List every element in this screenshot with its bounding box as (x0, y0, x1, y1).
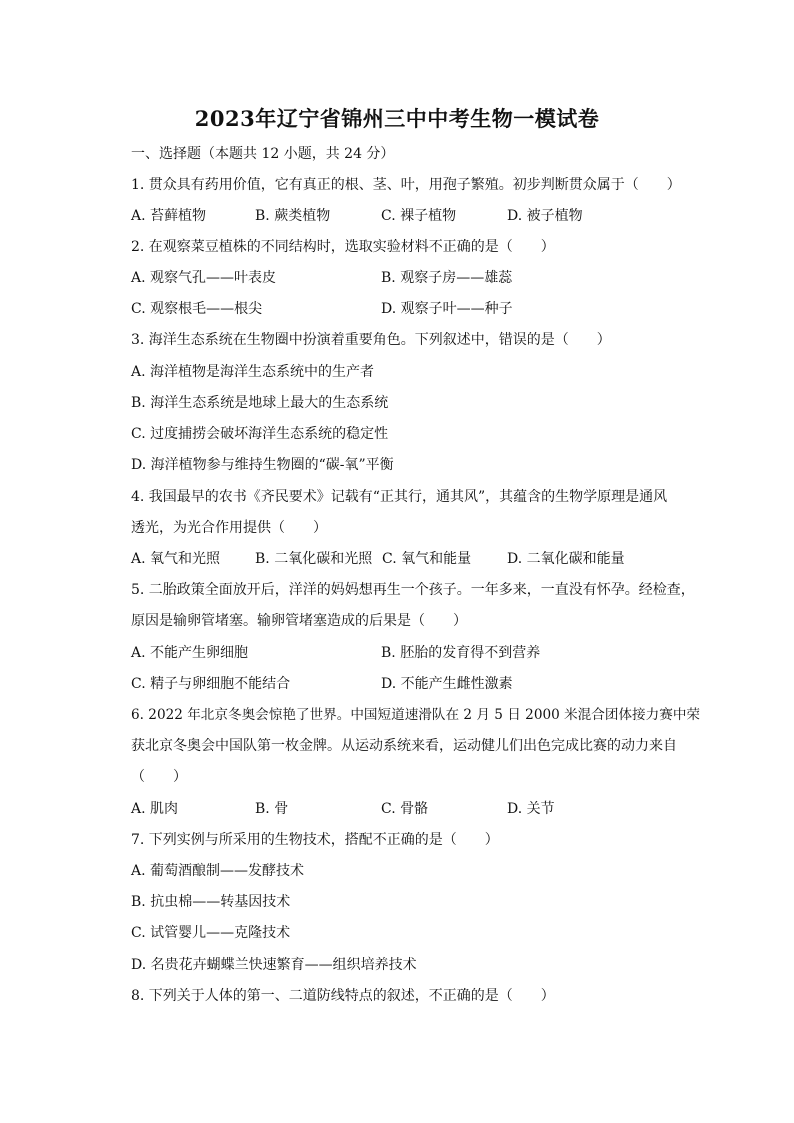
question-3-option-d: D. 海洋植物参与维持生物圈的“碳-氧”平衡 (131, 457, 394, 473)
question-1-option-c: C. 裸子植物 (381, 208, 457, 224)
exam-title: 2023年辽宁省锦州三中中考生物一模试卷 (194, 106, 600, 131)
question-6-option-a: A. 肌肉 (131, 801, 179, 817)
question-4-option-d: D. 二氧化碳和能量 (507, 551, 625, 567)
question-1-option-b: B. 蕨类植物 (255, 208, 331, 224)
question-3-stem: 3. 海洋生态系统在生物圈中扮演着重要角色。下列叙述中，错误的是（ ） (131, 332, 611, 348)
question-7-option-a: A. 葡萄酒酿制——发酵技术 (131, 863, 305, 879)
question-2-option-c: C. 观察根毛——根尖 (131, 301, 263, 317)
question-6-stem-line-3: （ ） (131, 769, 187, 785)
question-4-option-a: A. 氧气和光照 (131, 551, 221, 567)
question-1-option-a: A. 苔藓植物 (131, 208, 207, 224)
question-7-option-d: D. 名贵花卉蝴蝶兰快速繁育——组织培养技术 (131, 957, 417, 973)
question-7-stem: 7. 下列实例与所采用的生物技术，搭配不正确的是（ ） (131, 832, 499, 848)
section-heading: 一、选择题（本题共 12 小题，共 24 分） (131, 146, 395, 162)
question-1-stem: 1. 贯众具有药用价值，它有真正的根、茎、叶，用孢子繁殖。初步判断贯众属于（ ） (131, 177, 681, 193)
question-6-option-d: D. 关节 (507, 801, 555, 817)
question-6-option-b: B. 骨 (255, 801, 289, 817)
question-4-stem-line-2: 透光，为光合作用提供（ ） (131, 520, 327, 536)
question-5-option-a: A. 不能产生卵细胞 (131, 645, 249, 661)
question-3-option-b: B. 海洋生态系统是地球上最大的生态系统 (131, 395, 389, 411)
question-5-option-d: D. 不能产生雌性激素 (381, 676, 513, 692)
question-7-option-c: C. 试管婴儿——克隆技术 (131, 925, 291, 941)
question-4-option-b: B. 二氧化碳和光照 (255, 551, 373, 567)
question-7-option-b: B. 抗虫棉——转基因技术 (131, 894, 291, 910)
question-2-option-b: B. 观察子房——雄蕊 (381, 270, 513, 286)
question-2-option-a: A. 观察气孔——叶表皮 (131, 270, 277, 286)
question-4-stem-line-1: 4. 我国最早的农书《齐民要术》记载有“正其行，通其风”，其蕴含的生物学原理是通风 (131, 489, 668, 505)
question-2-stem: 2. 在观察菜豆植株的不同结构时，选取实验材料不正确的是（ ） (131, 239, 555, 255)
question-8-stem: 8. 下列关于人体的第一、二道防线特点的叙述，不正确的是（ ） (131, 988, 555, 1004)
question-4-option-c: C. 氧气和能量 (382, 551, 472, 567)
question-1-option-d: D. 被子植物 (507, 208, 583, 224)
question-3-option-c: C. 过度捕捞会破坏海洋生态系统的稳定性 (131, 426, 389, 442)
question-5-option-c: C. 精子与卵细胞不能结合 (131, 676, 291, 692)
question-5-option-b: B. 胚胎的发育得不到营养 (381, 645, 541, 661)
question-5-stem-line-2: 原因是输卵管堵塞。输卵管堵塞造成的后果是（ ） (131, 613, 467, 629)
question-6-stem-line-1: 6. 2022 年北京冬奥会惊艳了世界。中国短道速滑队在 2 月 5 日 2000 米混合团体接力赛中荣 (131, 707, 701, 723)
question-6-stem-line-2: 获北京冬奥会中国队第一枚金牌。从运动系统来看，运动健儿们出色完成比赛的动力来自 (131, 738, 677, 754)
question-3-option-a: A. 海洋植物是海洋生态系统中的生产者 (131, 364, 375, 380)
question-6-option-c: C. 骨骼 (381, 801, 429, 817)
question-5-stem-line-1: 5. 二胎政策全面放开后，洋洋的妈妈想再生一个孩子。一年多来，一直没有怀孕。经检查， (131, 582, 695, 598)
question-2-option-d: D. 观察子叶——种子 (381, 301, 513, 317)
